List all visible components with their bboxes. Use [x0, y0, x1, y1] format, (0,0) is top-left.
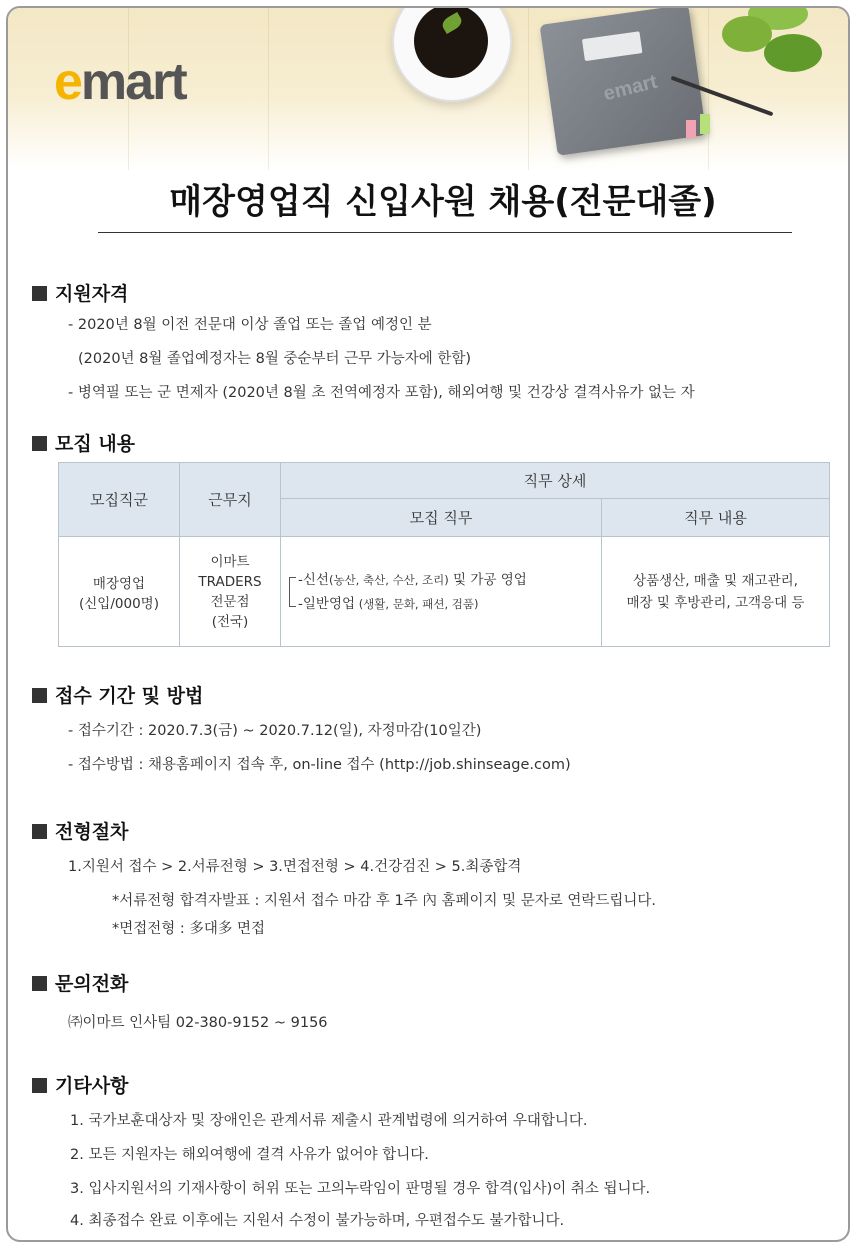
etc-item: 3. 입사지원서의 기재사항이 허위 또는 고의누락임이 판명될 경우 합격(입사)이 취소 됩니다. — [70, 1181, 651, 1197]
process-note: *면접전형 : 多대多 면접 — [112, 921, 266, 937]
cell-location — [180, 537, 281, 647]
etc-item: 1. 국가보훈대상자 및 장애인은 관계서류 제출시 관계법령에 의거하여 우대합니다. — [70, 1113, 588, 1129]
page-title: 매장영업직 신입사원 채용(전문대졸) — [169, 182, 717, 222]
duty-line: 매장 및 후방관리, 고객응대 등 — [626, 594, 805, 611]
job-item-fresh — [298, 568, 527, 592]
job-tail: 및 가공 영업 — [448, 571, 527, 588]
sticky-tab — [686, 120, 696, 138]
section-heading-apply — [32, 684, 203, 708]
job-sub: (농산, 축산, 수산, 조리) — [328, 572, 449, 587]
plant-leaf — [764, 34, 822, 72]
emart-logo — [54, 53, 186, 111]
cell-duty — [602, 537, 830, 647]
heading-text: 기타사항 — [55, 1075, 129, 1097]
square-bullet-icon — [32, 286, 47, 301]
group-line: 매장영업 — [92, 575, 146, 592]
wood-plank — [528, 8, 529, 170]
job-main: -신선 — [298, 571, 329, 588]
process-note: *서류전형 합격자발표 : 지원서 접수 마감 후 1주 內 홈페이지 및 문자로 연락드립니다. — [112, 893, 657, 909]
header-cell-group: 모집직군 — [59, 463, 180, 537]
header-cell-location: 근무지 — [180, 463, 281, 537]
location-line: 전문점 — [210, 593, 250, 610]
coffee-cup-image — [392, 8, 512, 102]
apply-line: - 접수기간 : 2020.7.3(금) ~ 2020.7.12(일), 자정마감(10일간) — [68, 723, 482, 739]
heading-text: 모집 내용 — [55, 433, 136, 455]
recruitment-table — [58, 462, 830, 647]
square-bullet-icon — [32, 436, 47, 451]
title-underline — [98, 232, 792, 233]
header-cell-detail: 직무 상세 — [281, 463, 830, 499]
header-cell-duty: 직무 내용 — [602, 499, 830, 537]
section-heading-process — [32, 820, 128, 844]
header-banner — [8, 8, 848, 170]
cell-group — [59, 537, 180, 647]
location-line: (전국) — [211, 613, 249, 630]
contact-line: ㈜이마트 인사팀 02-380-9152 ~ 9156 — [68, 1015, 328, 1031]
wood-plank — [268, 8, 269, 170]
sticky-tab — [700, 114, 710, 134]
notebook-brand: emart — [601, 70, 660, 106]
duty-line: 상품생산, 매출 및 재고관리, — [633, 572, 798, 589]
square-bullet-icon — [32, 688, 47, 703]
poster-frame — [6, 6, 850, 1242]
location-line: 이마트 — [210, 553, 250, 570]
etc-item: 4. 최종접수 완료 이후에는 지원서 수정이 불가능하며, 우편접수도 불가합니다. — [70, 1213, 565, 1229]
section-heading-qualification — [32, 282, 128, 306]
qualification-line: - 병역필 또는 군 면제자 (2020년 8월 초 전역예정자 포함), 해외여행 및 건강상 결격사유가 없는 자 — [68, 385, 695, 401]
qualification-line: (2020년 8월 졸업예정자는 8월 중순부터 근무 가능자에 한함) — [78, 351, 472, 367]
square-bullet-icon — [32, 976, 47, 991]
section-heading-contact — [32, 972, 128, 996]
etc-item: 2. 모든 지원자는 해외여행에 결격 사유가 없어야 합니다. — [70, 1147, 429, 1163]
bracket-icon — [289, 577, 296, 607]
job-sub: (생활, 문화, 패션, 검품) — [355, 596, 479, 611]
cell-job — [281, 537, 602, 647]
heading-text: 지원자격 — [55, 283, 129, 305]
heading-text: 문의전화 — [55, 973, 129, 995]
logo-rest: mart — [80, 53, 186, 111]
notebook-label — [582, 31, 642, 61]
group-line: (신입/000명) — [79, 595, 159, 612]
location-line: TRADERS — [198, 573, 262, 590]
heading-text: 접수 기간 및 방법 — [55, 685, 204, 707]
process-steps: 1.지원서 접수 > 2.서류전형 > 3.면접전형 > 4.건강검진 > 5.최종합격 — [68, 859, 522, 875]
job-item-general — [298, 592, 527, 616]
square-bullet-icon — [32, 824, 47, 839]
section-heading-recruitment — [32, 432, 135, 456]
square-bullet-icon — [32, 1078, 47, 1093]
section-heading-etc — [32, 1074, 128, 1098]
qualification-line: - 2020년 8월 이전 전문대 이상 졸업 또는 졸업 예정인 분 — [68, 317, 432, 333]
logo-e: e — [54, 53, 81, 111]
apply-line: - 접수방법 : 채용홈페이지 접속 후, on-line 접수 (http://job.shinseage.com) — [68, 757, 571, 773]
header-cell-job: 모집 직무 — [281, 499, 602, 537]
heading-text: 전형절차 — [55, 821, 129, 843]
job-main: -일반영업 — [298, 595, 356, 612]
